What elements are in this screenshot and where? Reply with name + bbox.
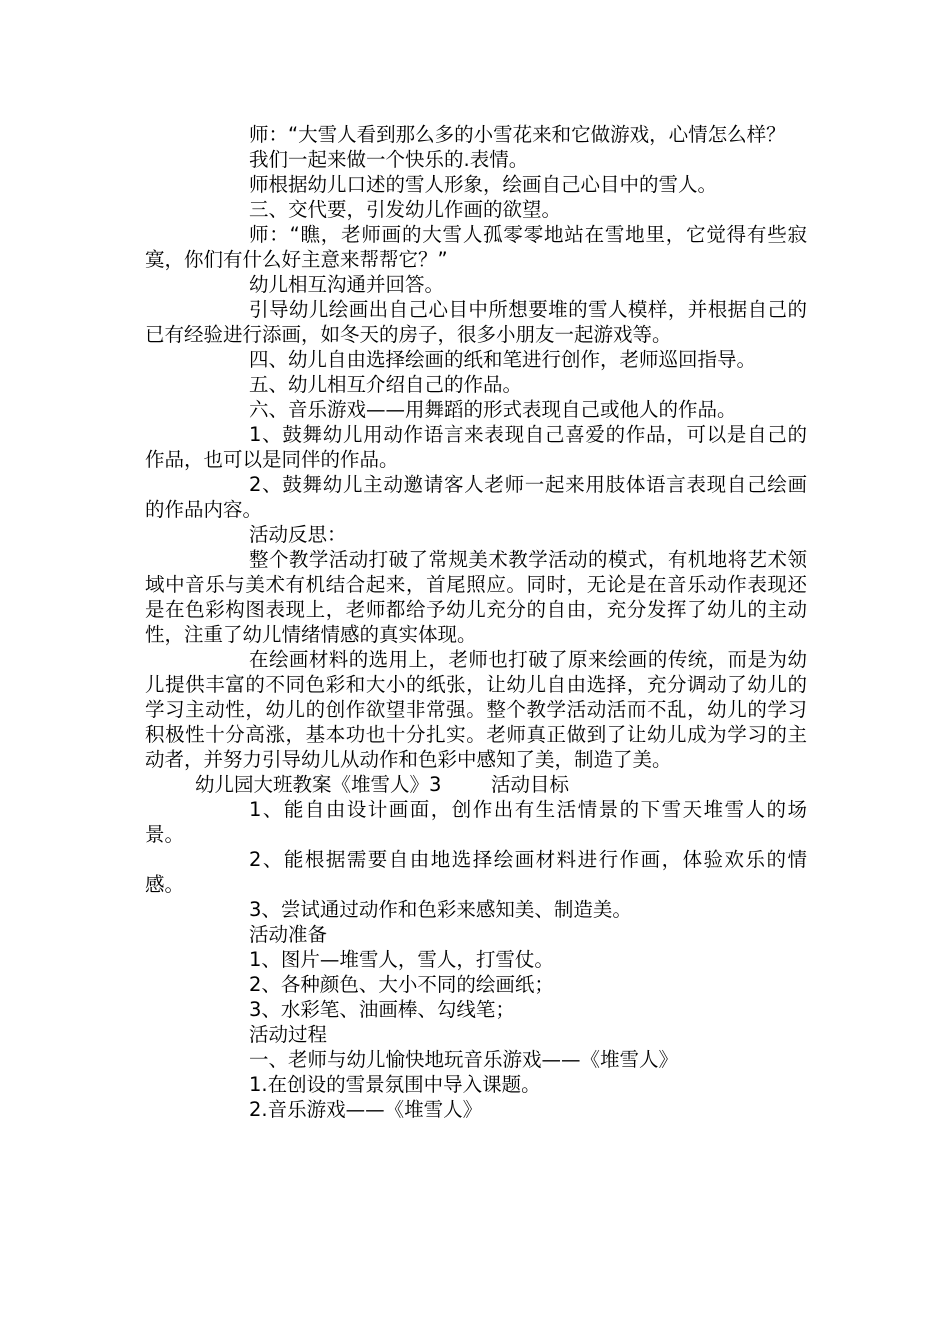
paragraph: 3、水彩笔、油画棒、勾线笔； [249,998,515,1021]
paragraph: 师：“瞧，老师画的大雪人孤零零地站在雪地里，它觉得有些寂寞，你们有什么好主意来帮帮它？” [145,223,807,271]
paragraph: 幼儿相互沟通并回答。 [249,273,445,296]
paragraph: 3、尝试通过动作和色彩来感知美、制造美。 [249,898,632,921]
section-heading: 活动准备 [249,923,328,946]
paragraph: 1、图片—堆雪人，雪人，打雪仗。 [249,948,554,971]
paragraph: 1、能自由设计画面，创作出有生活情景的下雪天堆雪人的场景。 [145,798,807,846]
paragraph: 三、交代要，引发幼儿作画的欲望。 [249,198,562,221]
paragraph: 引导幼儿绘画出自己心目中所想要堆的雪人模样，并根据自己的已有经验进行添画，如冬天的房子，很多小朋友一起游戏等。 [145,298,807,346]
section-heading: 活动反思： [249,523,347,546]
section-heading: 活动过程 [249,1023,328,1046]
paragraph: 六、音乐游戏——用舞蹈的形式表现自己或他人的作品。 [249,398,737,421]
document-body [145,122,807,1122]
paragraph: 2.音乐游戏——《堆雪人》 [249,1098,483,1121]
paragraph: 师根据幼儿口述的雪人形象，绘画自己心目中的雪人。 [249,173,718,196]
paragraph: 一、老师与幼儿愉快地玩音乐游戏——《堆雪人》 [249,1048,679,1071]
paragraph: 我们一起来做一个快乐的.表情。 [249,148,529,171]
paragraph: 1、鼓舞幼儿用动作语言来表现自己喜爱的作品，可以是自己的作品，也可以是同伴的作品。 [145,423,807,471]
paragraph: 四、幼儿自由选择绘画的纸和笔进行创作，老师巡回指导。 [249,348,757,371]
paragraph: 在绘画材料的选用上，老师也打破了原来绘画的传统，而是为幼儿提供丰富的不同色彩和大小的纸张，让幼儿自由选择，充分调动了幼儿的学习主动性，幼儿的创作欲望非常强。整个教学活动活而不乱，幼儿的学习积极性十分高涨，基本功也十分扎实。老师真正做到了让幼儿成为学习的主动者，并努力引导幼儿从动作和色彩中感知了美，制造了美。 [145,648,807,771]
paragraph: 五、幼儿相互介绍自己的作品。 [249,373,523,396]
paragraph: 1.在创设的雪景氛围中导入课题。 [249,1073,541,1096]
paragraph: 2、鼓舞幼儿主动邀请客人老师一起来用肢体语言表现自己绘画的作品内容。 [145,473,807,521]
paragraph: 整个教学活动打破了常规美术教学活动的模式，有机地将艺术领域中音乐与美术有机结合起来，首尾照应。同时，无论是在音乐动作表现还是在色彩构图表现上，老师都给予幼儿充分的自由，充分发挥了幼儿的主动性，注重了幼儿情绪情感的真实体现。 [145,548,807,646]
lesson-title: 幼儿园大班教案《堆雪人》3 活动目标 [195,773,569,796]
paragraph: 2、各种颜色、大小不同的绘画纸； [249,973,554,996]
paragraph: 2、能根据需要自由地选择绘画材料进行作画，体验欢乐的情感。 [145,848,807,896]
paragraph: 师：“大雪人看到那么多的小雪花来和它做游戏，心情怎么样？ [249,123,786,146]
